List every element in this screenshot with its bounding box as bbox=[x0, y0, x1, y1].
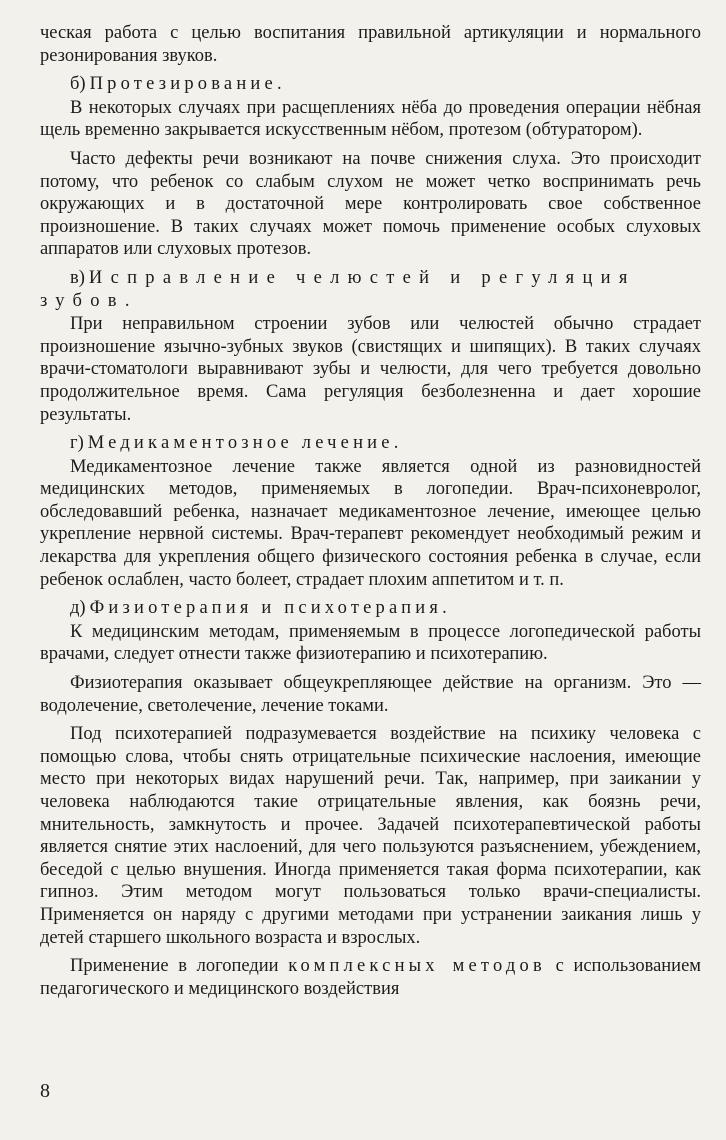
paragraph-medical-methods: К медицинским методам, применяемым в процессе логопедической работы врачами, следует отнести также физиотерапию и психотерапию. bbox=[40, 621, 701, 665]
paragraph-psychotherapy: Под психотерапией подразумевается воздействие на психику человека с помощью слова, чтобы снять отрицательные психические наслоения, имеющие место при некоторых видах нарушений речи. Так, например, при заикании у человека наблюдаются такие отрицательные явления, как боязнь речи, мнительность, замкнутость и прочее. Задачей психотерапевтической работы является снятие этих наслоений, для чего пользуются разъяснением, убеждением, беседой с целью внушения. Иногда применяется такая форма психотерапии, как гипноз. Этим методом могут пользоваться только врачи-специалисты. Применяется он наряду с другими методами при устранении заикания лишь у детей старшего школьного возраста и взрослых. bbox=[40, 724, 701, 948]
section-title: Медикаментозное лечение. bbox=[87, 433, 403, 454]
section-letter: д) bbox=[70, 598, 86, 619]
paragraph-hearing: Часто дефекты речи возникают на почве снижения слуха. Это происходит потому, что ребенок со слабым слухом не может четко воспринимать речь окружающих и в достаточной мере контролировать свое собственное произношение. В таких случаях может помочь применение особых слуховых аппаратов или слуховых протезов. bbox=[40, 148, 701, 260]
paragraph-text-end: с использованием педагогического и медицинского воздействия bbox=[40, 956, 701, 999]
section-heading-medication bbox=[40, 432, 701, 455]
section-letter: г) bbox=[70, 433, 84, 454]
section-letter: в) bbox=[70, 267, 85, 288]
paragraph-obturator: В некоторых случаях при расщеплениях нёба до проведения операции нёбная щель временно закрывается искусственным нёбом, протезом (обтуратором). bbox=[40, 97, 701, 141]
paragraph-complex-methods bbox=[40, 955, 701, 1000]
paragraph-text-start: Применение в логопедии bbox=[70, 956, 279, 977]
section-heading-jaw-correction bbox=[40, 267, 701, 312]
section-title: Исправление челюстей и регуляция зубов. bbox=[40, 267, 636, 311]
paragraph-continuation: ческая работа с целью воспитания правильной артикуляции и нормального резонирования звуков. bbox=[40, 23, 701, 66]
page-body bbox=[40, 22, 701, 1006]
section-heading-physiotherapy bbox=[40, 597, 701, 620]
section-heading-prosthetics bbox=[40, 73, 701, 96]
section-title: Физиотерапия и психотерапия. bbox=[89, 598, 451, 619]
emphasized-phrase: комплексных методов bbox=[288, 956, 546, 977]
section-letter: б) bbox=[70, 74, 86, 95]
page-number: 8 bbox=[40, 1080, 50, 1102]
paragraph-medication: Медикаментозное лечение также является одной из разновидностей медицинских методов, применяемых в логопедии. Врач-психоневролог, обследовавший ребенка, назначает медикаментозное лечение, имеющее целью укрепление нервной системы. Врач-терапевт рекомендует необходимый режим и лекарства для укрепления общего физического состояния ребенка в случае, если ребенок ослаблен, часто болеет, страдает плохим аппетитом и т. п. bbox=[40, 456, 701, 590]
section-title: Протезирование. bbox=[89, 74, 286, 95]
paragraph-teeth: При неправильном строении зубов или челюстей обычно страдает произношение язычно-зубных звуков (свистящих и шипящих). В таких случаях врачи-стоматологи выравнивают зубы и челюсти, для чего требуется довольно продолжительное время. Сама регуляция безболезненна и дает хорошие результаты. bbox=[40, 314, 701, 425]
paragraph-physiotherapy: Физиотерапия оказывает общеукрепляющее действие на организм. Это — водолечение, светолечение, лечение токами. bbox=[40, 673, 701, 716]
